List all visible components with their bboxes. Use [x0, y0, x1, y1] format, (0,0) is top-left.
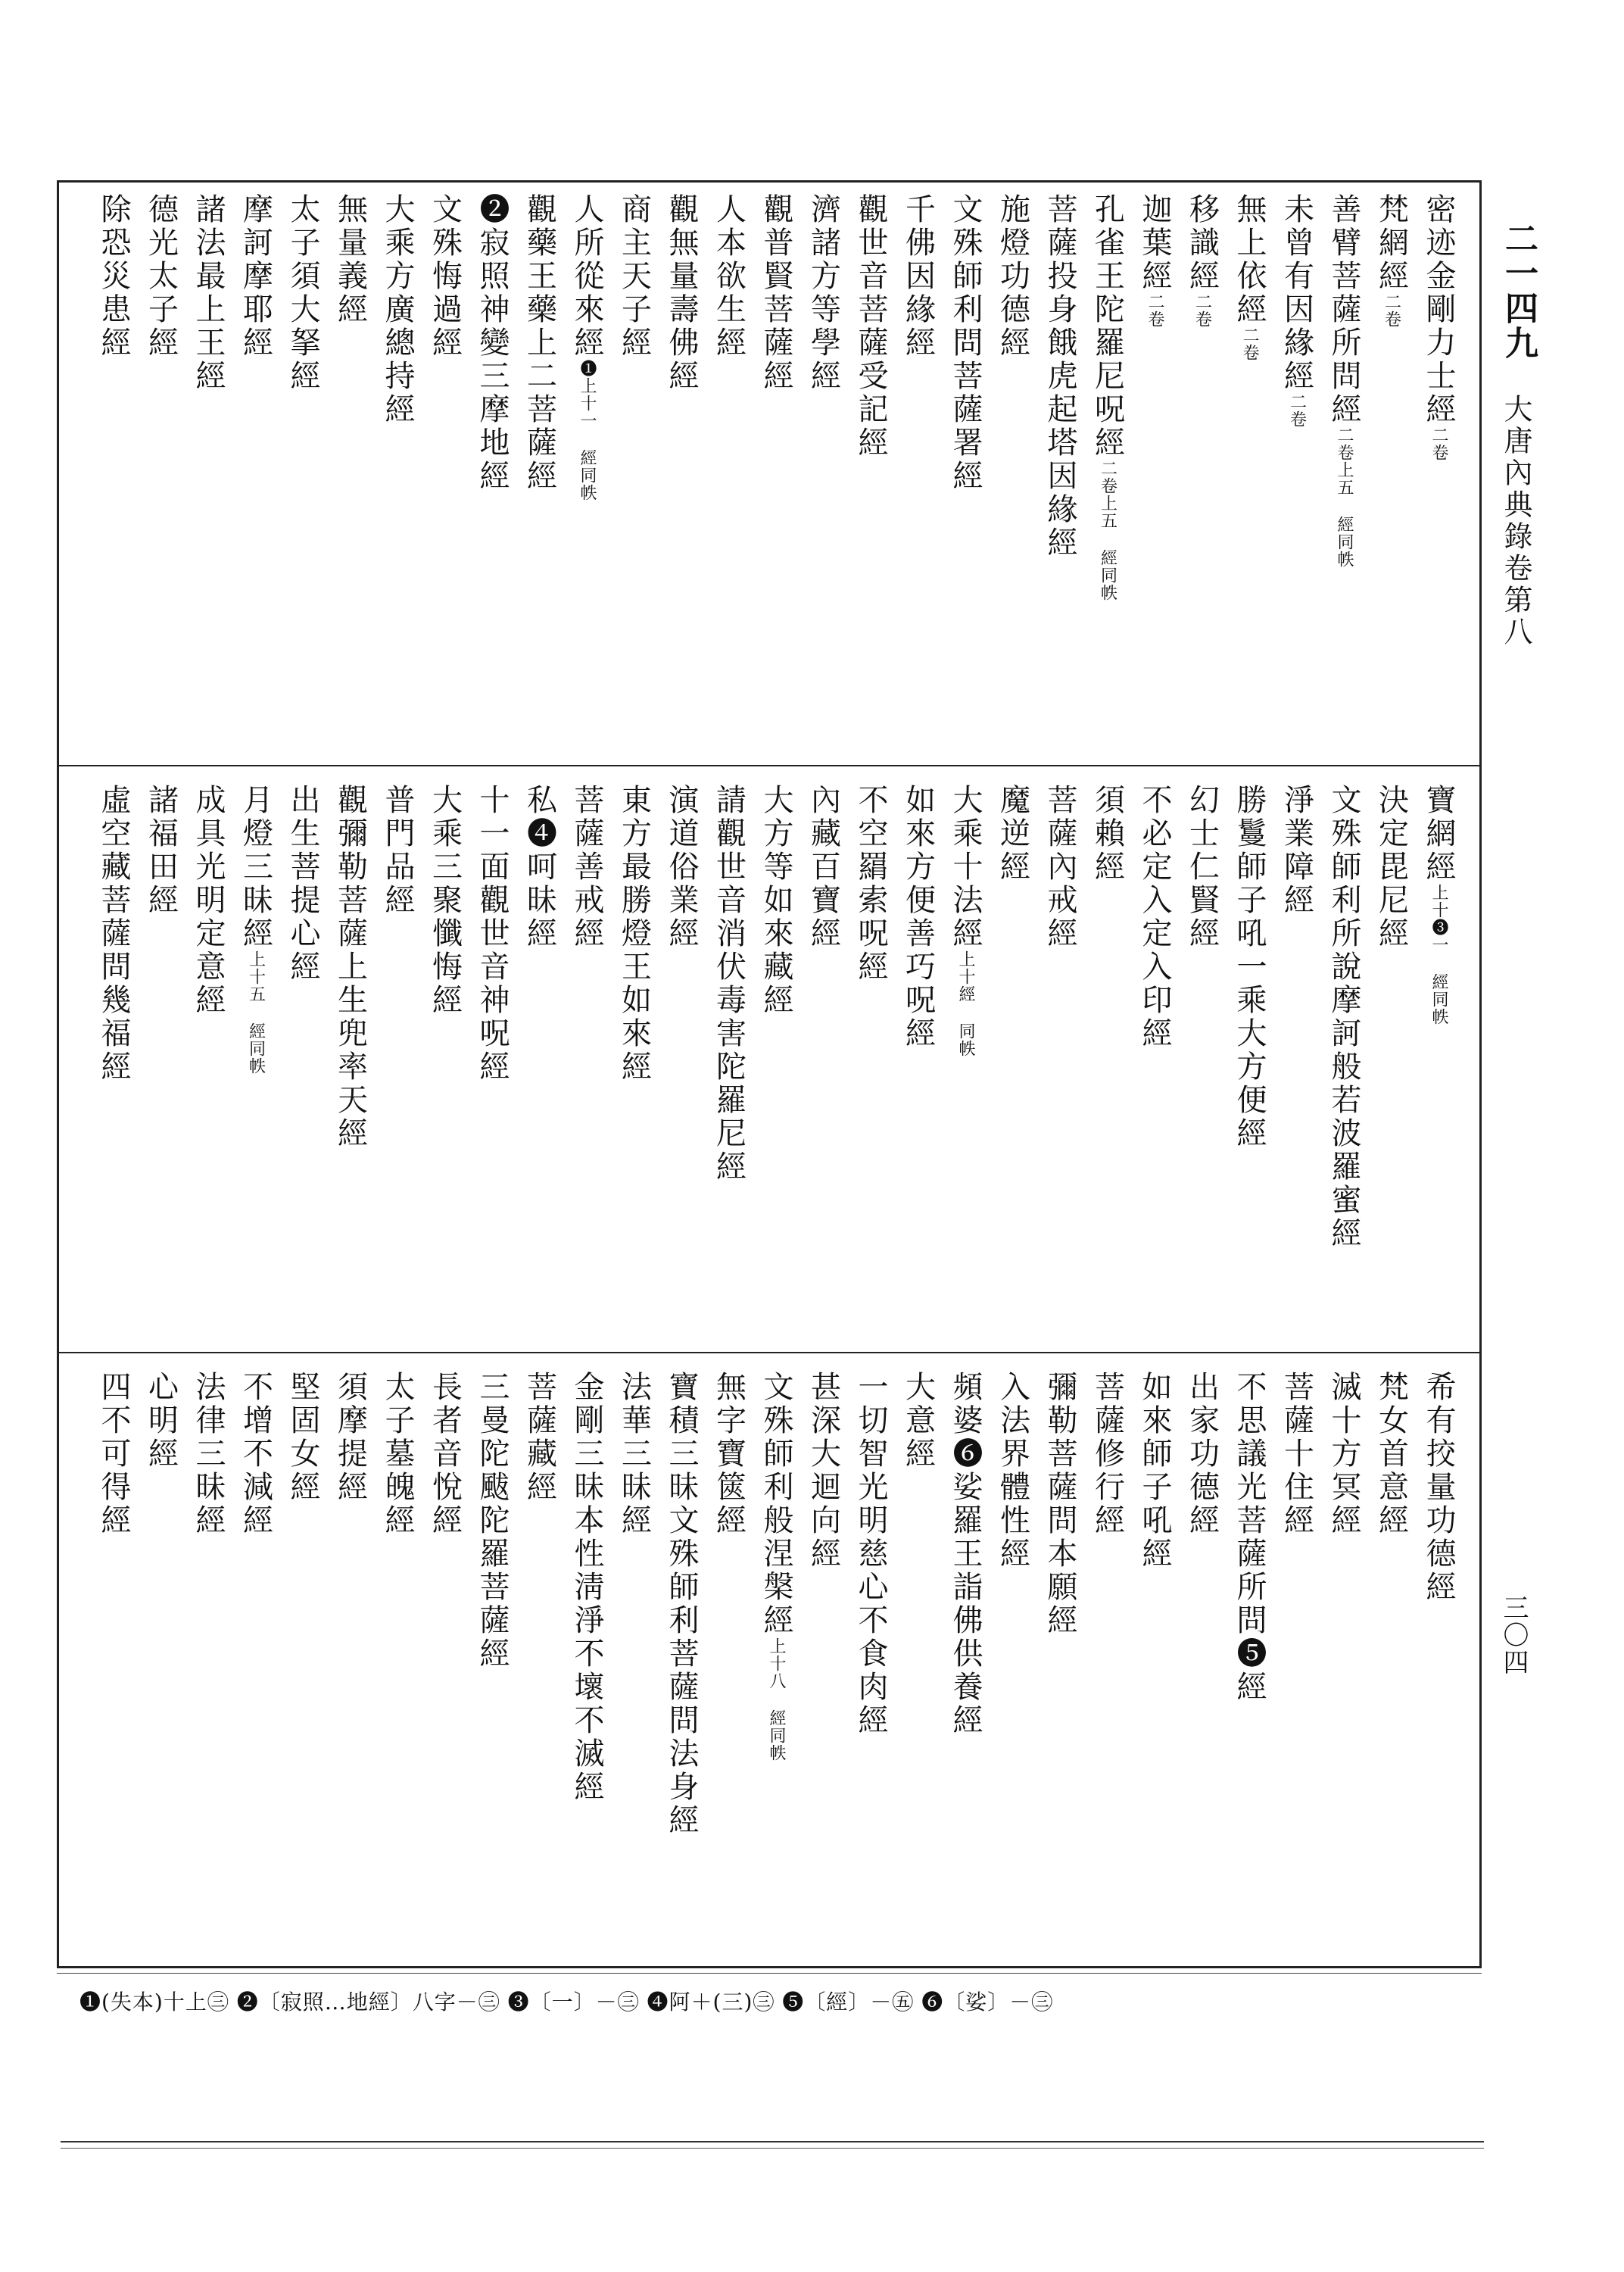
sutra-title	[616, 784, 652, 1084]
sutra-title	[143, 193, 179, 360]
sutra-title-text: 入法界體性經	[995, 1371, 1030, 1571]
catalog-row-1	[76, 193, 1461, 754]
sutra-title-text: 如來方便善巧呪經	[900, 784, 936, 1050]
sutra-title-text: 三曼陀颰陀羅菩薩經	[475, 1371, 510, 1671]
sutra-title	[191, 1371, 226, 1537]
sutra-title	[143, 1371, 179, 1471]
sutra-title-text: 千佛因緣經	[900, 193, 936, 360]
sutra-title-text: 孔雀王陀羅尼呪經	[1089, 193, 1125, 460]
sutra-title-text: 出家功德經	[1184, 1371, 1220, 1537]
sutra-title	[1232, 193, 1267, 361]
sutra-title	[427, 784, 463, 1017]
sutra-title-text: 出生菩提心經	[285, 784, 320, 984]
sutra-title-text: 人本欲生經	[711, 193, 747, 360]
sutra-title	[522, 1371, 557, 1504]
sutra-title-text: 摩訶摩耶經	[238, 193, 273, 360]
sutra-title	[522, 193, 557, 493]
sutra-title	[1423, 193, 1454, 461]
sutra-note: 上十八 經同帙	[767, 1637, 786, 1762]
sutra-title-text: 觀世音菩薩受記經	[853, 193, 888, 460]
sutra-title	[285, 784, 320, 984]
sutra-title	[806, 784, 841, 950]
sutra-note: 二卷	[1287, 393, 1307, 428]
sutra-title-text: 甚深大迴向經	[806, 1371, 841, 1571]
sutra-title-text: 大方等如來藏經	[759, 784, 793, 1017]
sutra-title-text: 菩薩十住經	[1279, 1371, 1314, 1537]
sutra-title	[1045, 1371, 1075, 1637]
sutra-title	[1089, 1371, 1125, 1537]
sutra-note: 上十五 經同帙	[246, 950, 266, 1075]
sutra-title-text: 菩薩善戒經	[569, 784, 604, 950]
sutra-title-text: 滅十方冥經	[1326, 1371, 1361, 1537]
sutra-title-text: 須摩提經	[332, 1371, 368, 1504]
sutra-title-text: 金剛三昧本性淸淨不壞不滅經	[569, 1371, 604, 1804]
sutra-title	[761, 1371, 791, 1762]
sutra-title	[1423, 784, 1454, 1025]
sutra-title	[711, 193, 747, 360]
sutra-title-text: 堅固女經	[285, 1371, 320, 1504]
sutra-title-text: 菩薩投身餓虎起塔因緣經	[1043, 193, 1077, 560]
sutra-title	[1045, 784, 1075, 950]
sutra-title-text: 善臂菩薩所問經	[1326, 193, 1361, 426]
sutra-title	[1326, 784, 1361, 1250]
sutra-title-text: 菩薩藏經	[522, 1371, 557, 1504]
sutra-title	[853, 784, 888, 984]
sutra-title-text: 移識經	[1184, 193, 1220, 293]
sutra-title-text: 梵網經	[1373, 193, 1409, 293]
sutra-title	[666, 193, 697, 393]
sutra-title	[900, 784, 936, 1050]
sutra-title	[948, 1371, 983, 1737]
sutra-title	[427, 193, 463, 360]
sutra-title-text: 無字寶篋經	[711, 1371, 747, 1537]
sutra-title	[711, 1371, 747, 1537]
sutra-title	[191, 784, 226, 1017]
sutra-title	[761, 193, 791, 393]
sutra-title-text: 一切智光明慈心不食肉經	[853, 1371, 888, 1737]
sutra-title	[332, 193, 368, 326]
bottom-rule	[61, 2141, 1484, 2142]
sutra-title	[1139, 193, 1170, 328]
sutra-title-text: 德光太子經	[143, 193, 179, 360]
sutra-title	[238, 1371, 273, 1537]
sutra-title	[1279, 1371, 1314, 1537]
sutra-title-text: 演道俗業經	[664, 784, 699, 950]
footnotes: ❶(失本)十上㊂ ❷〔寂照…地經〕八字－㊂ ❸〔一〕－㊂ ❹阿＋(三)㊂ ❺〔經〕－㊄ ❻〔娑〕－㊂	[79, 1990, 1054, 2015]
sutra-title-text: 未曾有因緣經	[1279, 193, 1314, 393]
sutra-title	[569, 1371, 604, 1804]
sutra-title	[475, 1371, 510, 1671]
sutra-title-text: 無量義經	[332, 193, 368, 326]
sutra-title	[853, 193, 888, 460]
sutra-title-text: 頻婆❻娑羅王詣佛供養經	[948, 1371, 983, 1737]
sutra-title	[382, 1371, 413, 1537]
sutra-title	[98, 784, 129, 1084]
sutra-title	[995, 193, 1030, 360]
sutra-title-text: 施燈功德經	[995, 193, 1030, 360]
sutra-title-text: 法律三昧經	[191, 1371, 226, 1537]
sutra-title	[948, 193, 983, 493]
sutra-title	[98, 1371, 129, 1537]
sutra-title-text: 魔逆經	[995, 784, 1030, 884]
sutra-title	[948, 784, 983, 1057]
sutra-title	[616, 193, 652, 360]
sutra-title	[1279, 193, 1314, 428]
sutra-title-text: 文殊師利所說摩訶般若波羅蜜經	[1326, 784, 1361, 1250]
sutra-note: 二卷上五 經同帙	[1098, 460, 1117, 601]
sutra-title-text: 文殊師利問菩薩署經	[948, 193, 983, 493]
sutra-title	[900, 1371, 936, 1471]
sutra-title	[382, 193, 413, 426]
sutra-title-text: 成具光明定意經	[191, 784, 226, 1017]
sutra-title-text: 人所從來經	[569, 193, 604, 360]
sutra-title	[666, 784, 697, 950]
sutra-title-text: 勝鬘師子吼一乘大方便經	[1232, 784, 1267, 1150]
sutra-note: ❶上十一 經同帙	[578, 360, 597, 501]
sutra-title-text: 東方最勝燈王如來經	[616, 784, 652, 1084]
sutra-title-text: 諸福田經	[143, 784, 179, 917]
sutra-title-text: 太子墓魄經	[380, 1371, 415, 1537]
sutra-title-text: 決定毘尼經	[1373, 784, 1409, 950]
sutra-title-text: 文殊悔過經	[427, 193, 463, 360]
sutra-title	[761, 784, 791, 1017]
sutra-title	[1184, 193, 1220, 328]
sutra-note: 二卷	[1429, 426, 1448, 461]
sutra-title	[806, 1371, 841, 1571]
catalog-row-3	[76, 1371, 1461, 1954]
sutra-title	[1373, 193, 1409, 328]
running-title: 大唐內典錄卷第八	[1499, 394, 1532, 648]
sutra-title	[1232, 1371, 1267, 1704]
sutra-title-text: 觀無量壽佛經	[664, 193, 699, 393]
sutra-title-text: 大乘十法經	[948, 784, 983, 950]
row-divider-2	[57, 1352, 1482, 1353]
sutra-title-text: 心明經	[143, 1371, 179, 1471]
sutra-title	[427, 1371, 463, 1537]
sutra-title	[1326, 193, 1361, 568]
sutra-title	[1139, 784, 1170, 1050]
sutra-title	[522, 784, 557, 950]
sutra-title-text: 濟諸方等學經	[806, 193, 841, 393]
sutra-title	[1373, 784, 1409, 950]
sutra-title-text: 彌勒菩薩問本願經	[1043, 1371, 1077, 1637]
page-number-right: 三〇四	[1498, 1594, 1529, 1676]
sutra-title	[666, 1371, 697, 1837]
sutra-title-text: 四不可得經	[96, 1371, 131, 1537]
sutra-title-text: 菩薩內戒經	[1043, 784, 1077, 950]
sutra-title	[569, 784, 604, 950]
sutra-title-text: 迦葉經	[1137, 193, 1172, 293]
sutra-title	[98, 193, 129, 360]
sutra-title-text: 梵女首意經	[1373, 1371, 1409, 1537]
sutra-title	[569, 193, 604, 501]
sutra-title-text: 大乘三聚懺悔經	[427, 784, 463, 1017]
sutra-title-text: 月燈三昧經	[238, 784, 273, 950]
sutra-title-text: 淨業障經	[1279, 784, 1314, 917]
sutra-title	[1089, 784, 1125, 884]
sutra-title-text: 如來師子吼經	[1137, 1371, 1172, 1571]
sutra-title	[238, 193, 273, 360]
sutra-title-text: 寶網經	[1421, 784, 1456, 884]
sutra-title	[711, 784, 747, 1184]
sutra-title-text: 大意經	[900, 1371, 936, 1471]
sutra-title-text: 長者音悅經	[427, 1371, 463, 1537]
sutra-note: 二卷上五 經同帙	[1335, 426, 1354, 568]
sutra-title	[191, 193, 226, 393]
row-divider-1	[57, 765, 1482, 766]
sutra-title	[1139, 1371, 1170, 1571]
sutra-title	[995, 784, 1030, 884]
sutra-title	[1423, 1371, 1454, 1604]
sutra-title	[475, 784, 510, 1084]
sutra-title	[1279, 784, 1314, 917]
sutra-title-text: 文殊師利般涅槃經	[759, 1371, 793, 1637]
sutra-title-text: 普門品經	[380, 784, 415, 917]
catalog-row-2	[76, 784, 1461, 1340]
sutra-title	[143, 784, 179, 917]
sutra-title-text: 幻士仁賢經	[1184, 784, 1220, 950]
sutra-title-text: ❷寂照神變三摩地經	[475, 193, 510, 493]
bottom-rule-thin	[61, 2148, 1484, 2149]
sutra-title-text: 請觀世音消伏毒害陀羅尼經	[711, 784, 747, 1184]
sutra-title-text: 太子須大拏經	[285, 193, 320, 393]
sutra-note: 二卷	[1382, 293, 1401, 328]
sutra-title-text: 法華三昧經	[616, 1371, 652, 1537]
sutra-title	[332, 784, 368, 1150]
sutra-title-text: 內藏百寶經	[806, 784, 841, 950]
sutra-title	[1184, 1371, 1220, 1537]
sutra-title	[1184, 784, 1220, 950]
sutra-title-text: 大乘方廣總持經	[380, 193, 415, 426]
frame-bottom-rule	[57, 1966, 1482, 1968]
sutra-title	[1326, 1371, 1361, 1537]
sutra-title	[1373, 1371, 1409, 1537]
sutra-title	[900, 193, 936, 360]
frame-bottom-rule-thin	[57, 1973, 1482, 1974]
sutra-title-text: 不增不減經	[238, 1371, 273, 1537]
sutra-title	[995, 1371, 1030, 1571]
sutra-title-text: 須賴經	[1089, 784, 1125, 884]
sutra-note: 二卷	[1192, 293, 1212, 328]
sutra-title	[806, 193, 841, 393]
sutra-title-text: 不必定入定入印經	[1137, 784, 1172, 1050]
sutra-title-text: 不空羂索呪經	[853, 784, 888, 984]
sutra-title-text: 密迹金剛力士經	[1421, 193, 1456, 426]
sutra-note: 二卷	[1240, 326, 1259, 361]
sutra-title-text: 觀普賢菩薩經	[759, 193, 793, 393]
sutra-note: 上十❸一 經同帙	[1429, 884, 1448, 1025]
sutra-note: 二卷	[1146, 293, 1164, 328]
sutra-title-text: 觀彌勒菩薩上生兜率天經	[332, 784, 368, 1150]
sutra-title	[1045, 193, 1075, 560]
sutra-title-text: 虛空藏菩薩問幾福經	[96, 784, 131, 1084]
sutra-title-text: 私❹呵昧經	[522, 784, 557, 950]
sutra-title	[285, 1371, 320, 1504]
sutra-title	[332, 1371, 368, 1504]
sutra-title-text: 諸法最上王經	[191, 193, 226, 393]
sutra-title-text: 觀藥王藥上二菩薩經	[522, 193, 557, 493]
sutra-title-text: 希有挍量功德經	[1421, 1371, 1456, 1604]
sutra-title-text: 不思議光菩薩所問❺經	[1232, 1371, 1267, 1704]
sutra-title-text: 寶積三昧文殊師利菩薩問法身經	[664, 1371, 699, 1837]
sutra-title	[1232, 784, 1267, 1150]
sutra-title	[382, 784, 413, 917]
sutra-note: 上十經 同帙	[956, 950, 975, 1057]
sutra-title	[238, 784, 273, 1075]
sutra-title	[853, 1371, 888, 1737]
sutra-title	[285, 193, 320, 393]
page-number-left: 二一四九	[1499, 221, 1538, 360]
sutra-title	[1089, 193, 1125, 601]
sutra-title-text: 菩薩修行經	[1089, 1371, 1125, 1537]
sutra-title-text: 商主天子經	[616, 193, 652, 360]
sutra-title-text: 除恐災患經	[96, 193, 131, 360]
sutra-title	[616, 1371, 652, 1537]
sutra-title-text: 十一面觀世音神呪經	[475, 784, 510, 1084]
sutra-title-text: 無上依經	[1232, 193, 1267, 326]
sutra-title	[475, 193, 510, 493]
